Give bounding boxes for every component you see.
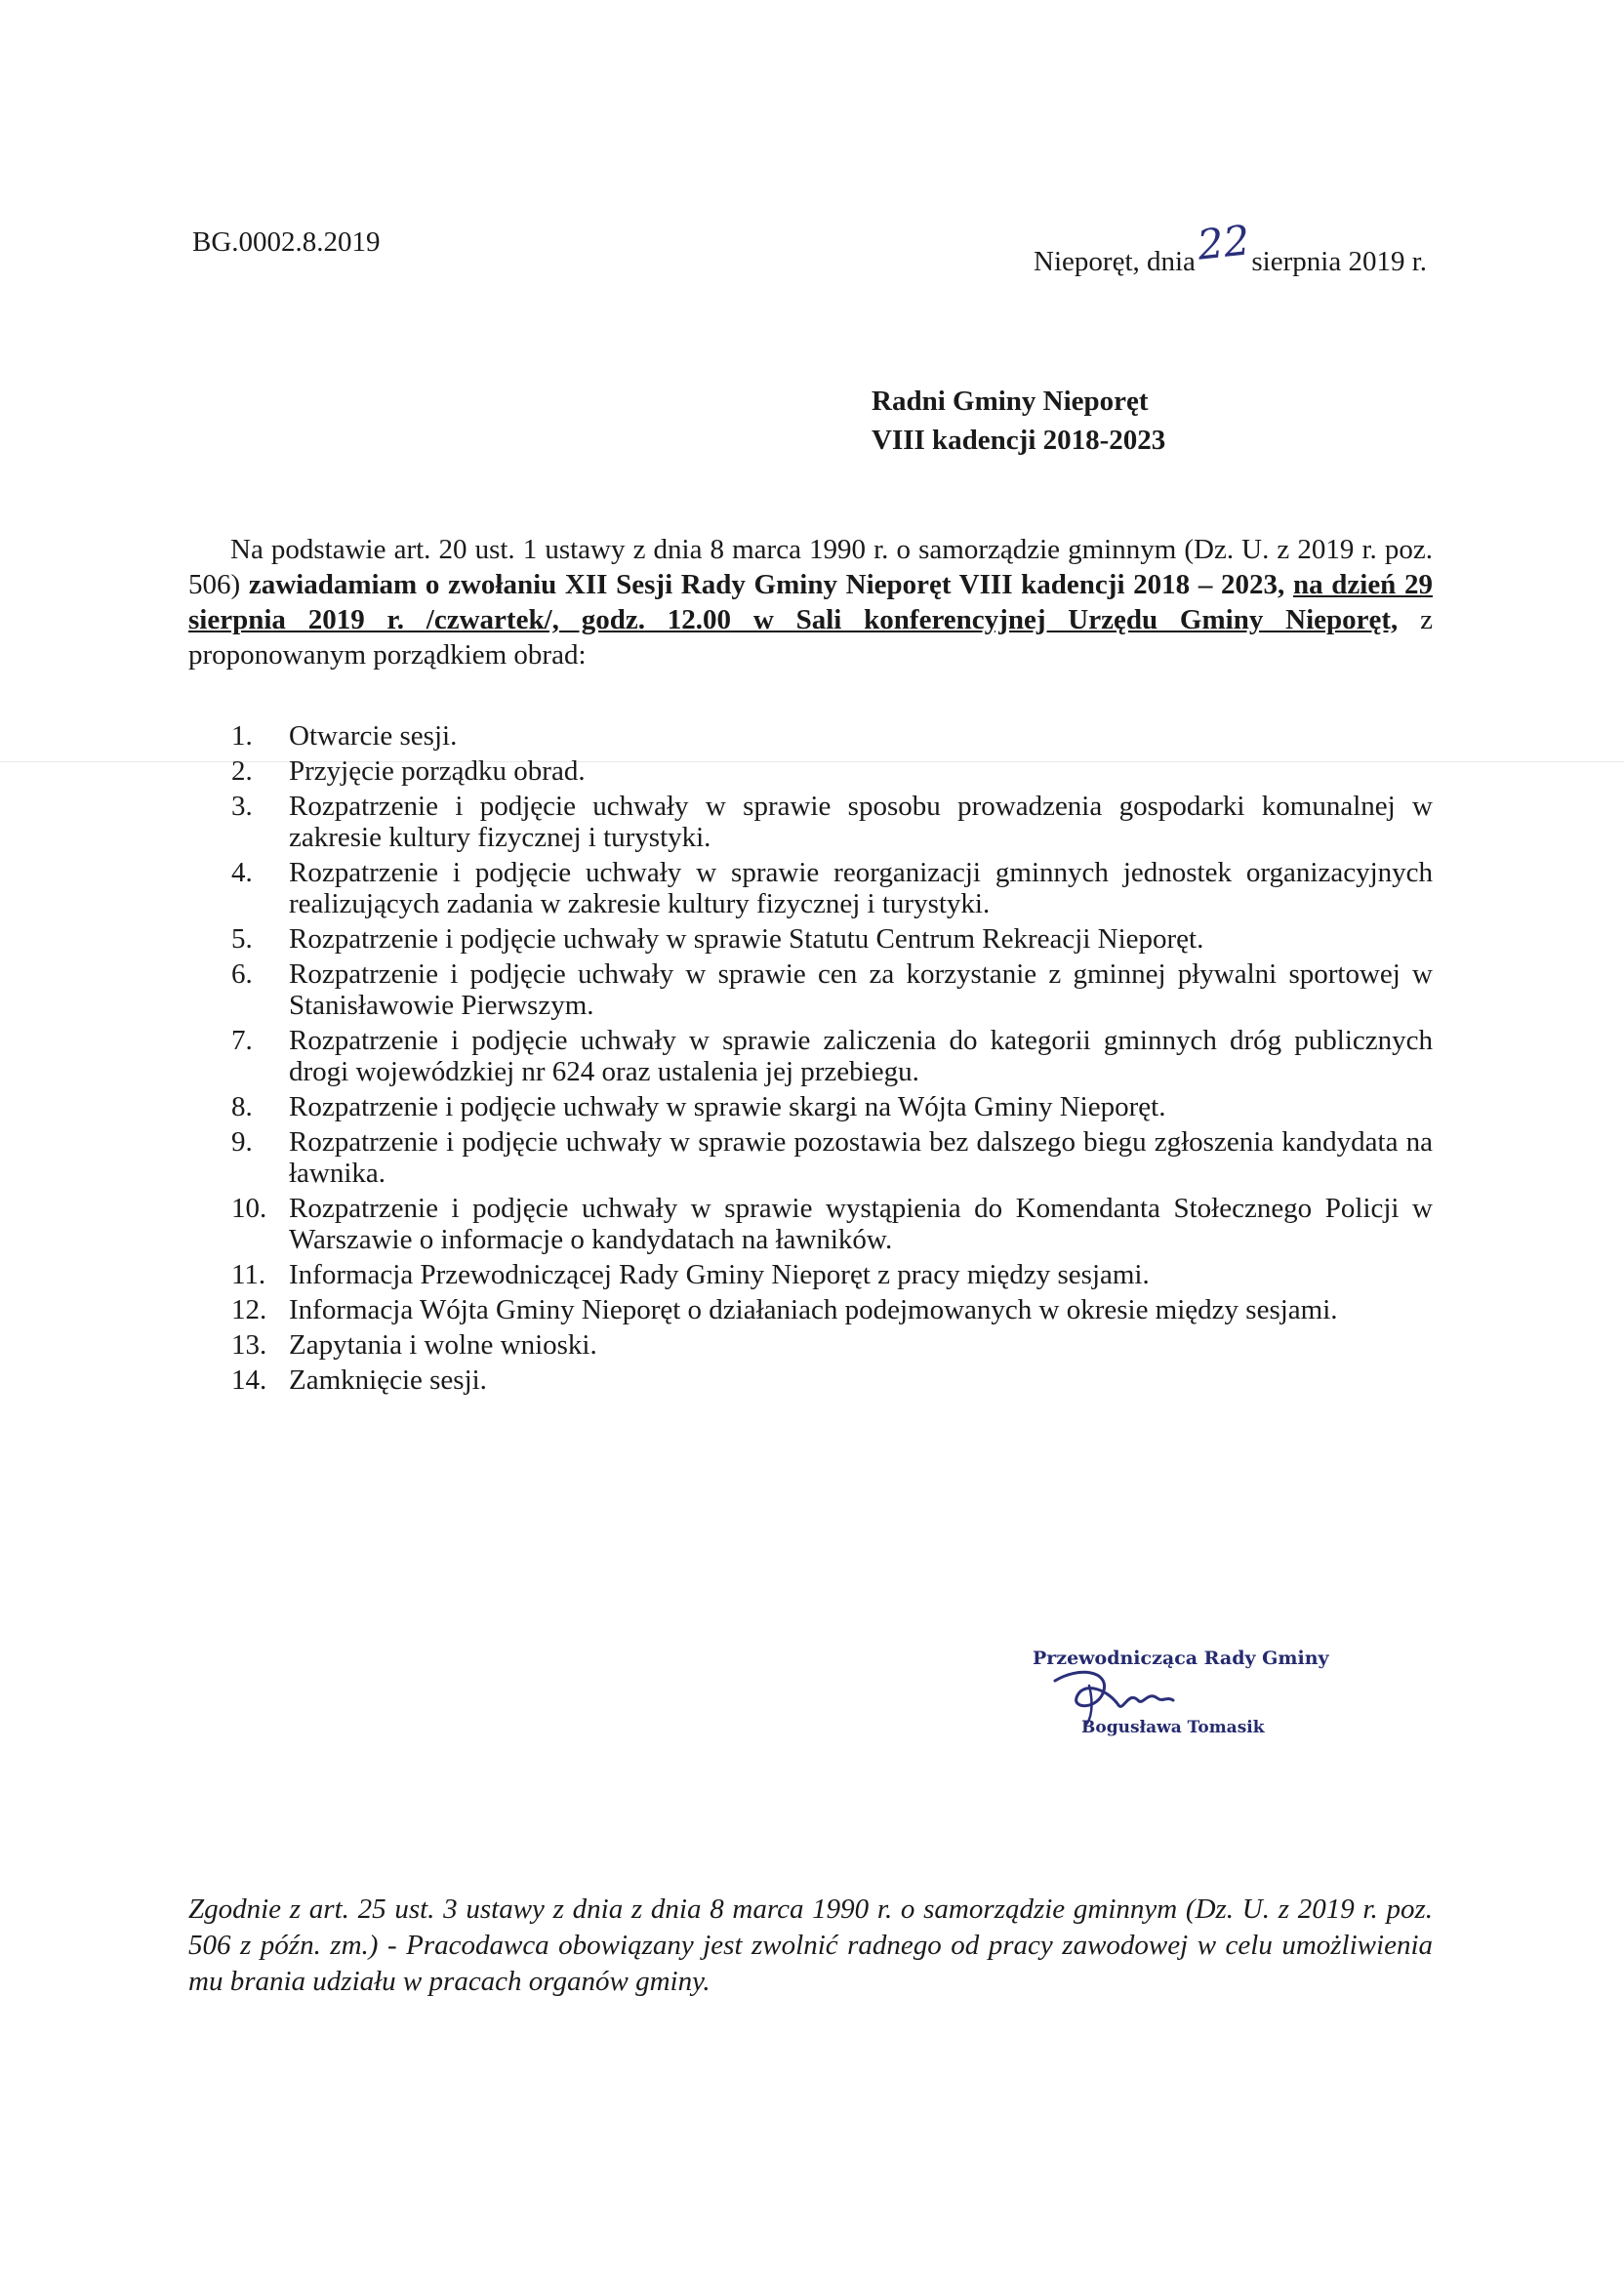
agenda-item-text: Rozpatrzenie i podjęcie uchwały w sprawie cen za korzystanie z gminnej pływalni sportowej w Stanisławowie Pierwszym. [289, 958, 1433, 1021]
agenda-item-text: Rozpatrzenie i podjęcie uchwały w sprawie skargi na Wójta Gminy Nieporęt. [289, 1091, 1166, 1122]
legal-footnote: Zgodnie z art. 25 ust. 3 ustawy z dnia z dnia 8 marca 1990 r. o samorządzie gminnym (Dz. U. z 2019 r. poz. 506 z późn. zm.) - Pracodawca obowiązany jest zwolnić radnego od pracy zawodowej w celu umożliwienia mu brania udziału w pracach organów gminy. [188, 1893, 1433, 1997]
intro-underlined-text: na dzień 29 sierpnia 2019 r. /czwartek/, godz. 12.00 w Sali konferencyjnej Urzędu Gminy Nieporęt, [188, 569, 1433, 635]
agenda-item [188, 791, 1433, 853]
agenda-item-number: 5. [231, 923, 253, 955]
place-and-date [1034, 216, 1427, 280]
agenda-item [188, 1259, 1433, 1290]
agenda-item [188, 958, 1433, 1021]
handwritten-day: 22 [1195, 216, 1252, 269]
stamp-name: Bogusława Tomasik [1081, 1718, 1265, 1737]
agenda-item [188, 1329, 1433, 1361]
agenda-item-text: Rozpatrzenie i podjęcie uchwały w sprawie wystąpienia do Komendanta Stołecznego Policji w Warszawie o informacje o kandydatach na ławników. [289, 1193, 1433, 1255]
addressee-line-1: Radni Gminy Nieporęt [872, 386, 1149, 417]
intro-bold-text: zawiadamiam o zwołaniu XII Sesji Rady Gminy Nieporęt VIII kadencji 2018 – 2023, [248, 569, 1293, 600]
agenda-list [188, 720, 1433, 1400]
agenda-item-text: Przyjęcie porządku obrad. [289, 755, 586, 787]
agenda-item-number: 8. [231, 1091, 253, 1122]
agenda-item-text: Rozpatrzenie i podjęcie uchwały w sprawie reorganizacji gminnych jednostek organizacyjnych realizujących zadania w zakresie kultury fizycznej i turystyki. [289, 857, 1433, 919]
addressee [872, 382, 1165, 460]
signature-stamp [1033, 1648, 1329, 1755]
intro-paragraph [188, 532, 1433, 672]
agenda-item-text: Rozpatrzenie i podjęcie uchwały w sprawie Statutu Centrum Rekreacji Nieporęt. [289, 923, 1204, 955]
agenda-item-number: 12. [231, 1294, 267, 1325]
agenda-item [188, 1025, 1433, 1087]
agenda-item-number: 14. [231, 1364, 267, 1396]
agenda-item-text: Rozpatrzenie i podjęcie uchwały w sprawie sposobu prowadzenia gospodarki komunalnej w zakresie kultury fizycznej i turystyki. [289, 791, 1433, 853]
date-prefix: Nieporęt, dnia [1034, 246, 1196, 277]
agenda-item [188, 1193, 1433, 1255]
reference-number: BG.0002.8.2019 [192, 226, 381, 258]
agenda-item [188, 923, 1433, 955]
agenda-item-text: Informacja Wójta Gminy Nieporęt o działaniach podejmowanych w okresie między sesjami. [289, 1294, 1338, 1325]
agenda-item [188, 720, 1433, 752]
agenda-item [188, 1091, 1433, 1122]
agenda-item-number: 6. [231, 958, 253, 990]
agenda-item-number: 7. [231, 1025, 253, 1056]
agenda-item-number: 9. [231, 1126, 253, 1158]
agenda-item [188, 1364, 1433, 1396]
agenda-item-number: 11. [231, 1259, 266, 1290]
agenda-item [188, 1126, 1433, 1189]
agenda-item-text: Zapytania i wolne wnioski. [289, 1329, 597, 1361]
agenda-item-text: Zamknięcie sesji. [289, 1364, 487, 1396]
agenda-item [188, 755, 1433, 787]
intro-text-2: z proponowanym porządkiem obrad: [188, 604, 1434, 671]
agenda-item-number: 3. [231, 791, 253, 822]
agenda-item [188, 857, 1433, 919]
addressee-line-2: VIII kadencji 2018-2023 [872, 425, 1166, 456]
agenda-item-text: Rozpatrzenie i podjęcie uchwały w sprawie zaliczenia do kategorii gminnych dróg publicznych drogi wojewódzkiej nr 624 oraz ustalenia jej przebiegu. [289, 1025, 1433, 1087]
agenda-item-text: Informacja Przewodniczącej Rady Gminy Nieporęt z pracy między sesjami. [289, 1259, 1150, 1290]
intro-text-1: Na podstawie art. 20 ust. 1 ustawy z dnia 8 marca 1990 r. o samorządzie gminnym (Dz. U. z 2019 r. poz. 506) [188, 534, 1433, 600]
agenda-item-text: Rozpatrzenie i podjęcie uchwały w sprawie pozostawia bez dalszego biegu zgłoszenia kandydata na ławnika. [289, 1126, 1433, 1189]
agenda-item-text: Otwarcie sesji. [289, 720, 458, 752]
date-suffix: sierpnia 2019 r. [1251, 246, 1427, 277]
agenda-item-number: 10. [231, 1193, 267, 1224]
agenda-item-number: 13. [231, 1329, 267, 1361]
agenda-item-number: 4. [231, 857, 253, 888]
stamp-title: Przewodnicząca Rady Gminy [1033, 1648, 1329, 1669]
agenda-item [188, 1294, 1433, 1325]
agenda-item-number: 2. [231, 755, 253, 787]
agenda-item-number: 1. [231, 720, 253, 752]
